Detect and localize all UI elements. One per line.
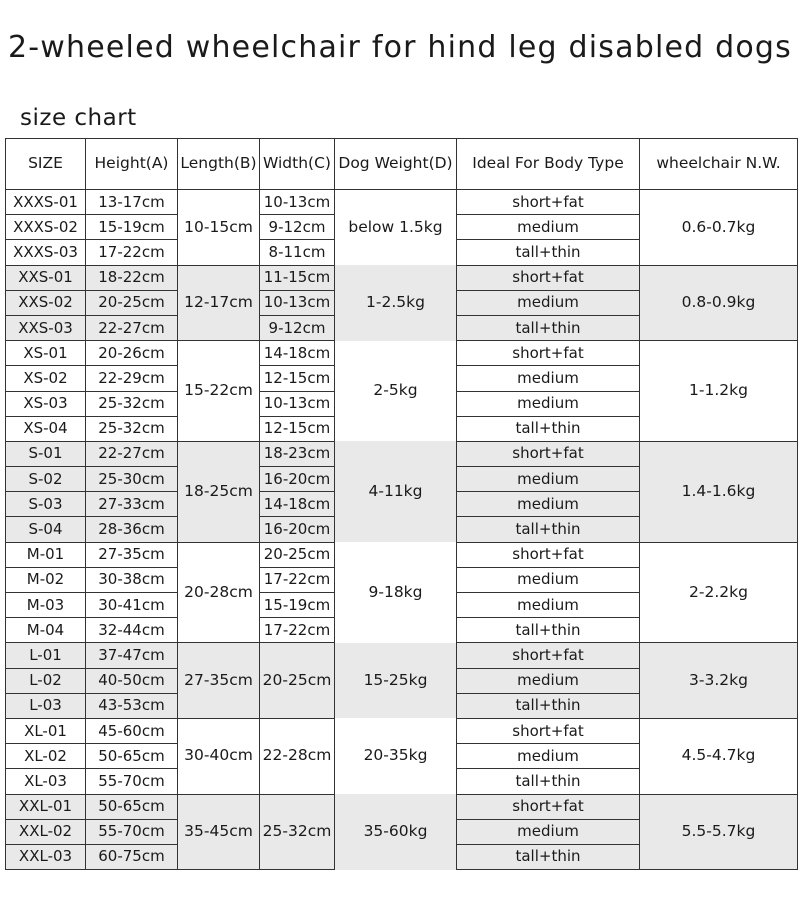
size-chart-table [5,138,798,870]
body-type-cell: tall+thin [457,618,640,643]
size-group [6,265,798,341]
size-cell: S-04 [6,517,86,542]
table-row [6,441,798,466]
size-cell: XS-02 [6,366,86,391]
length-cell: 10-15cm [178,190,260,266]
body-type-cell: tall+thin [457,769,640,794]
table-row [6,542,798,567]
width-cell: 22-28cm [260,718,335,794]
body-type-cell: medium [457,366,640,391]
header-row [6,139,798,190]
body-type-cell: short+fat [457,542,640,567]
body-type-cell: medium [457,668,640,693]
height-cell: 27-35cm [86,542,178,567]
wheelchair-nw-cell: 3-3.2kg [640,643,798,719]
size-cell: S-03 [6,492,86,517]
height-cell: 25-32cm [86,391,178,416]
height-cell: 37-47cm [86,643,178,668]
height-cell: 20-26cm [86,341,178,366]
width-cell: 11-15cm [260,265,335,290]
table-row [6,341,798,366]
height-cell: 30-38cm [86,567,178,592]
height-cell: 28-36cm [86,517,178,542]
header-dog-weight: Dog Weight(D) [335,139,457,190]
size-group [6,794,798,870]
width-cell: 12-15cm [260,366,335,391]
width-cell: 8-11cm [260,240,335,265]
width-cell: 16-20cm [260,467,335,492]
page-title: 2-wheeled wheelchair for hind leg disabled dogs [7,30,793,65]
width-cell: 10-13cm [260,290,335,315]
body-type-cell: short+fat [457,190,640,215]
height-cell: 45-60cm [86,718,178,743]
size-cell: XS-01 [6,341,86,366]
size-cell: XL-02 [6,744,86,769]
height-cell: 50-65cm [86,794,178,819]
body-type-cell: short+fat [457,441,640,466]
dog-weight-cell: 35-60kg [335,794,457,870]
size-cell: XXXS-01 [6,190,86,215]
size-cell: XXXS-03 [6,240,86,265]
table-row [6,718,798,743]
body-type-cell: short+fat [457,643,640,668]
width-cell: 18-23cm [260,441,335,466]
size-cell: M-02 [6,567,86,592]
length-cell: 30-40cm [178,718,260,794]
width-cell: 20-25cm [260,542,335,567]
dog-weight-cell: 20-35kg [335,718,457,794]
wheelchair-nw-cell: 0.8-0.9kg [640,265,798,341]
body-type-cell: short+fat [457,794,640,819]
header-height: Height(A) [86,139,178,190]
size-group [6,542,798,643]
size-cell: L-01 [6,643,86,668]
dog-weight-cell: below 1.5kg [335,190,457,266]
body-type-cell: medium [457,819,640,844]
height-cell: 18-22cm [86,265,178,290]
size-cell: XXS-02 [6,290,86,315]
size-cell: L-03 [6,693,86,718]
dog-weight-cell: 2-5kg [335,341,457,442]
length-cell: 12-17cm [178,265,260,341]
size-cell: M-01 [6,542,86,567]
height-cell: 27-33cm [86,492,178,517]
size-cell: XXL-01 [6,794,86,819]
header-body-type: Ideal For Body Type [457,139,640,190]
body-type-cell: medium [457,567,640,592]
length-cell: 20-28cm [178,542,260,643]
size-cell: S-01 [6,441,86,466]
width-cell: 20-25cm [260,643,335,719]
body-type-cell: tall+thin [457,240,640,265]
height-cell: 15-19cm [86,215,178,240]
width-cell: 9-12cm [260,215,335,240]
height-cell: 43-53cm [86,693,178,718]
size-cell: XXS-03 [6,315,86,340]
body-type-cell: tall+thin [457,315,640,340]
body-type-cell: short+fat [457,265,640,290]
height-cell: 22-27cm [86,315,178,340]
size-group [6,643,798,719]
size-group [6,441,798,542]
height-cell: 55-70cm [86,819,178,844]
table-row [6,190,798,215]
width-cell: 14-18cm [260,492,335,517]
size-group [6,718,798,794]
width-cell: 9-12cm [260,315,335,340]
body-type-cell: medium [457,467,640,492]
length-cell: 27-35cm [178,643,260,719]
body-type-cell: tall+thin [457,416,640,441]
height-cell: 30-41cm [86,593,178,618]
body-type-cell: medium [457,391,640,416]
dog-weight-cell: 4-11kg [335,441,457,542]
width-cell: 14-18cm [260,341,335,366]
width-cell: 17-22cm [260,618,335,643]
wheelchair-nw-cell: 2-2.2kg [640,542,798,643]
width-cell: 25-32cm [260,794,335,870]
body-type-cell: tall+thin [457,844,640,869]
width-cell: 10-13cm [260,391,335,416]
header-width: Width(C) [260,139,335,190]
body-type-cell: medium [457,290,640,315]
size-chart-label: size chart [20,105,137,131]
header-wheelchair-nw: wheelchair N.W. [640,139,798,190]
size-cell: S-02 [6,467,86,492]
body-type-cell: medium [457,593,640,618]
body-type-cell: tall+thin [457,693,640,718]
dog-weight-cell: 9-18kg [335,542,457,643]
body-type-cell: medium [457,215,640,240]
height-cell: 22-29cm [86,366,178,391]
length-cell: 15-22cm [178,341,260,442]
width-cell: 15-19cm [260,593,335,618]
wheelchair-nw-cell: 5.5-5.7kg [640,794,798,870]
width-cell: 16-20cm [260,517,335,542]
header-length: Length(B) [178,139,260,190]
size-cell: M-04 [6,618,86,643]
size-cell: XXS-01 [6,265,86,290]
body-type-cell: short+fat [457,341,640,366]
size-cell: XL-01 [6,718,86,743]
width-cell: 12-15cm [260,416,335,441]
height-cell: 25-32cm [86,416,178,441]
height-cell: 50-65cm [86,744,178,769]
height-cell: 13-17cm [86,190,178,215]
size-cell: XS-03 [6,391,86,416]
header-size: SIZE [6,139,86,190]
height-cell: 25-30cm [86,467,178,492]
body-type-cell: medium [457,744,640,769]
width-cell: 10-13cm [260,190,335,215]
height-cell: 40-50cm [86,668,178,693]
height-cell: 17-22cm [86,240,178,265]
body-type-cell: medium [457,492,640,517]
wheelchair-nw-cell: 1-1.2kg [640,341,798,442]
table-row [6,265,798,290]
wheelchair-nw-cell: 0.6-0.7kg [640,190,798,266]
height-cell: 60-75cm [86,844,178,869]
dog-weight-cell: 15-25kg [335,643,457,719]
height-cell: 55-70cm [86,769,178,794]
wheelchair-nw-cell: 4.5-4.7kg [640,718,798,794]
size-cell: M-03 [6,593,86,618]
table-row [6,794,798,819]
size-group [6,341,798,442]
size-cell: XXL-03 [6,844,86,869]
table-row [6,643,798,668]
dog-weight-cell: 1-2.5kg [335,265,457,341]
size-cell: XXL-02 [6,819,86,844]
length-cell: 18-25cm [178,441,260,542]
size-cell: XL-03 [6,769,86,794]
body-type-cell: short+fat [457,718,640,743]
length-cell: 35-45cm [178,794,260,870]
height-cell: 32-44cm [86,618,178,643]
width-cell: 17-22cm [260,567,335,592]
size-cell: XS-04 [6,416,86,441]
height-cell: 20-25cm [86,290,178,315]
body-type-cell: tall+thin [457,517,640,542]
size-cell: L-02 [6,668,86,693]
wheelchair-nw-cell: 1.4-1.6kg [640,441,798,542]
size-group [6,190,798,266]
height-cell: 22-27cm [86,441,178,466]
size-cell: XXXS-02 [6,215,86,240]
